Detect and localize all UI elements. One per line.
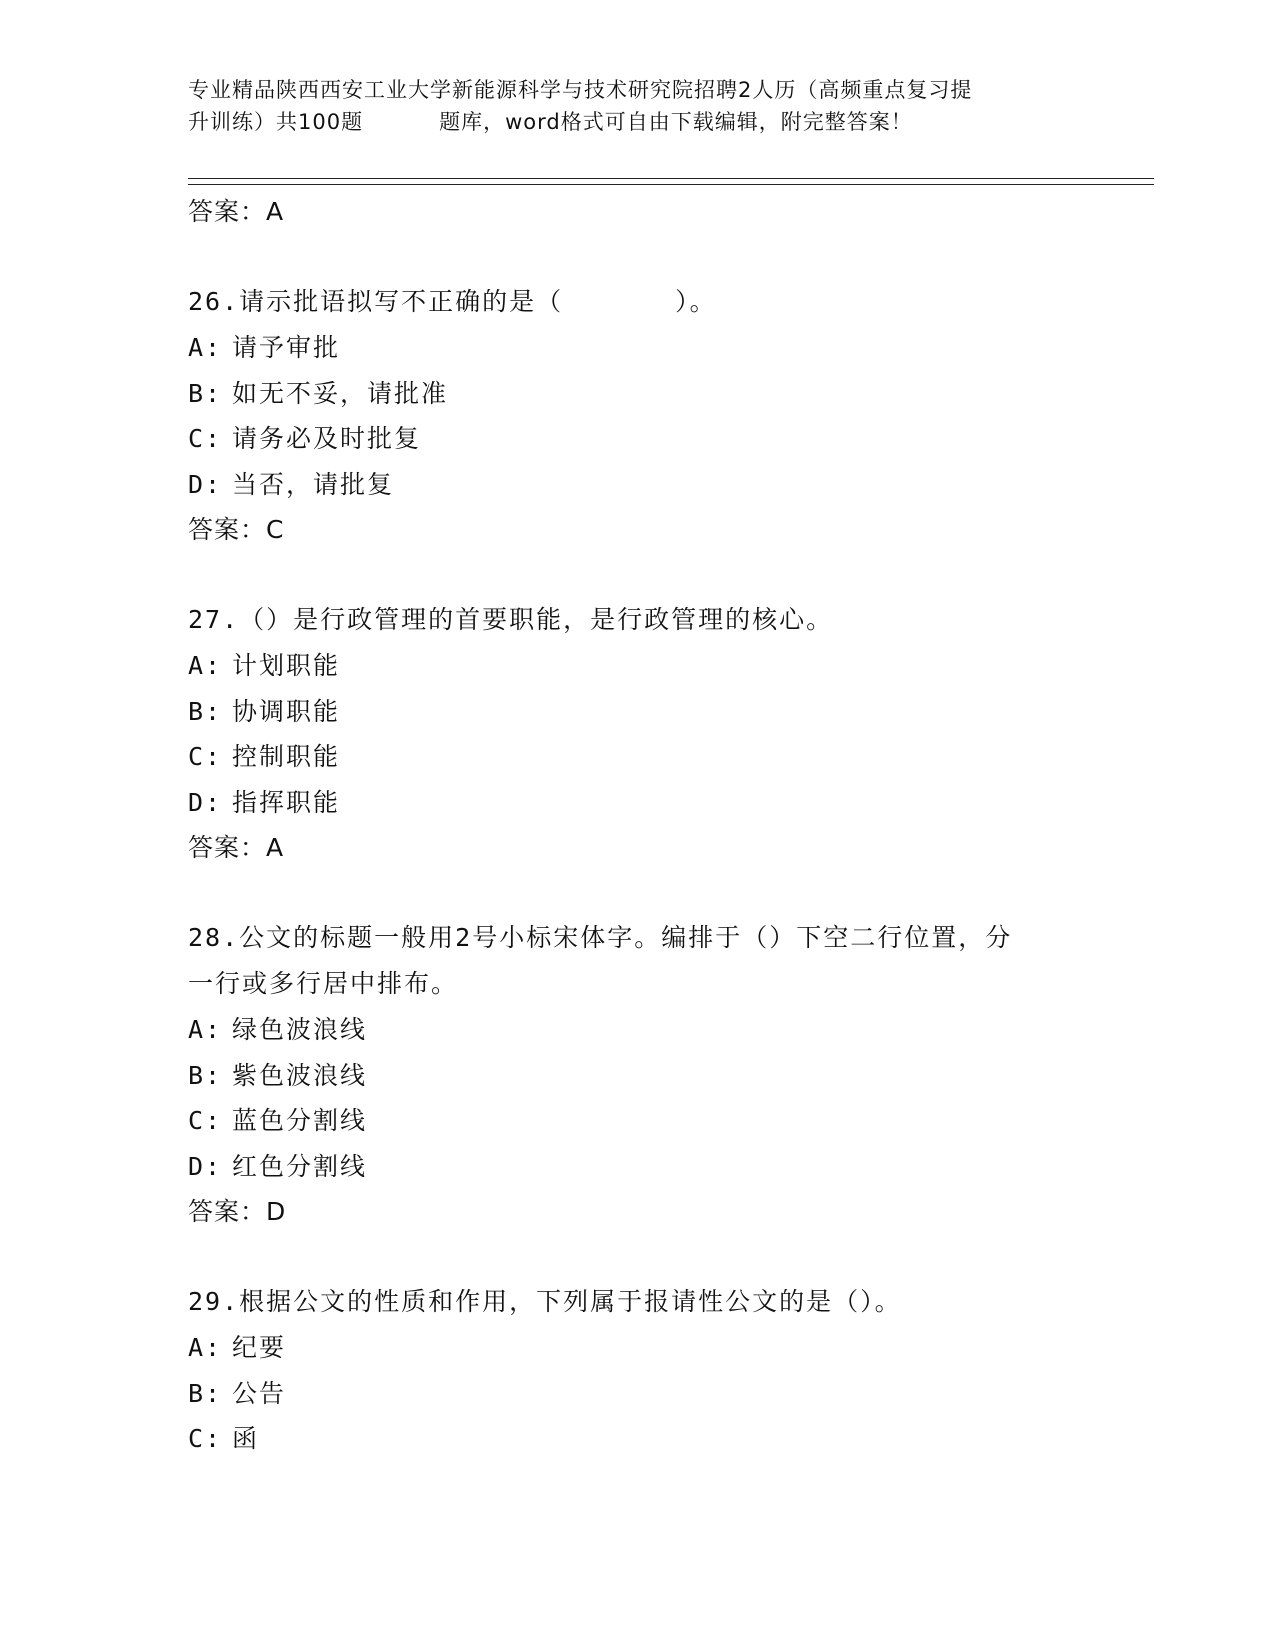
question-stem-line-1: 28.公文的标题一般用2号小标宋体字。编排于（）下空二行位置，分 (188, 923, 1013, 952)
answer: 答案：A (188, 833, 285, 862)
header-line-2-part-a: 升训练）共100题 (188, 110, 364, 134)
option-d: D: 红色分割线 (188, 1151, 368, 1181)
header-line-1: 专业精品陕西西安工业大学新能源科学与技术研究院招聘2人历（高频重点复习提 (188, 78, 973, 102)
option-d: D: 当否，请批复 (188, 469, 395, 499)
option-c: C: 控制职能 (188, 742, 341, 771)
question-stem-line-2: 一行或多行居中排布。 (188, 969, 459, 998)
option-b: B: 如无不妥，请批准 (188, 378, 449, 408)
option-a: A: 纪要 (188, 1333, 287, 1362)
question-29 (188, 1279, 1088, 1462)
question-list (188, 189, 1088, 1462)
question-27 (188, 597, 1088, 871)
question-stem: 29.根据公文的性质和作用，下列属于报请性公文的是（）。 (188, 1287, 902, 1316)
header-rule-bottom (188, 184, 1154, 185)
answer: 答案：D (188, 1197, 287, 1226)
question-stem: 27.（）是行政管理的首要职能，是行政管理的核心。 (188, 605, 834, 634)
option-d: D: 指挥职能 (188, 787, 341, 817)
answer: 答案：C (188, 515, 285, 544)
option-a: A: 绿色波浪线 (188, 1015, 368, 1044)
header-rule-top (188, 178, 1154, 179)
option-c: C: 函 (188, 1424, 260, 1453)
header-line-2 (188, 106, 1088, 138)
option-a: A: 计划职能 (188, 651, 341, 680)
option-a: A: 请予审批 (188, 333, 341, 362)
option-c: C: 蓝色分割线 (188, 1106, 368, 1135)
question-26 (188, 279, 1088, 553)
question-stem: 26.请示批语拟写不正确的是（ ）。 (188, 287, 717, 316)
option-b: B: 公告 (188, 1378, 287, 1408)
option-b: B: 协调职能 (188, 696, 341, 726)
previous-answer: 答案：A (188, 197, 285, 226)
header-line-2-part-b: 题库，word格式可自由下载编辑，附完整答案！ (439, 110, 913, 134)
option-b: B: 紫色波浪线 (188, 1060, 368, 1090)
option-c: C: 请务必及时批复 (188, 424, 422, 453)
page-header (188, 74, 1088, 138)
question-28 (188, 915, 1088, 1235)
